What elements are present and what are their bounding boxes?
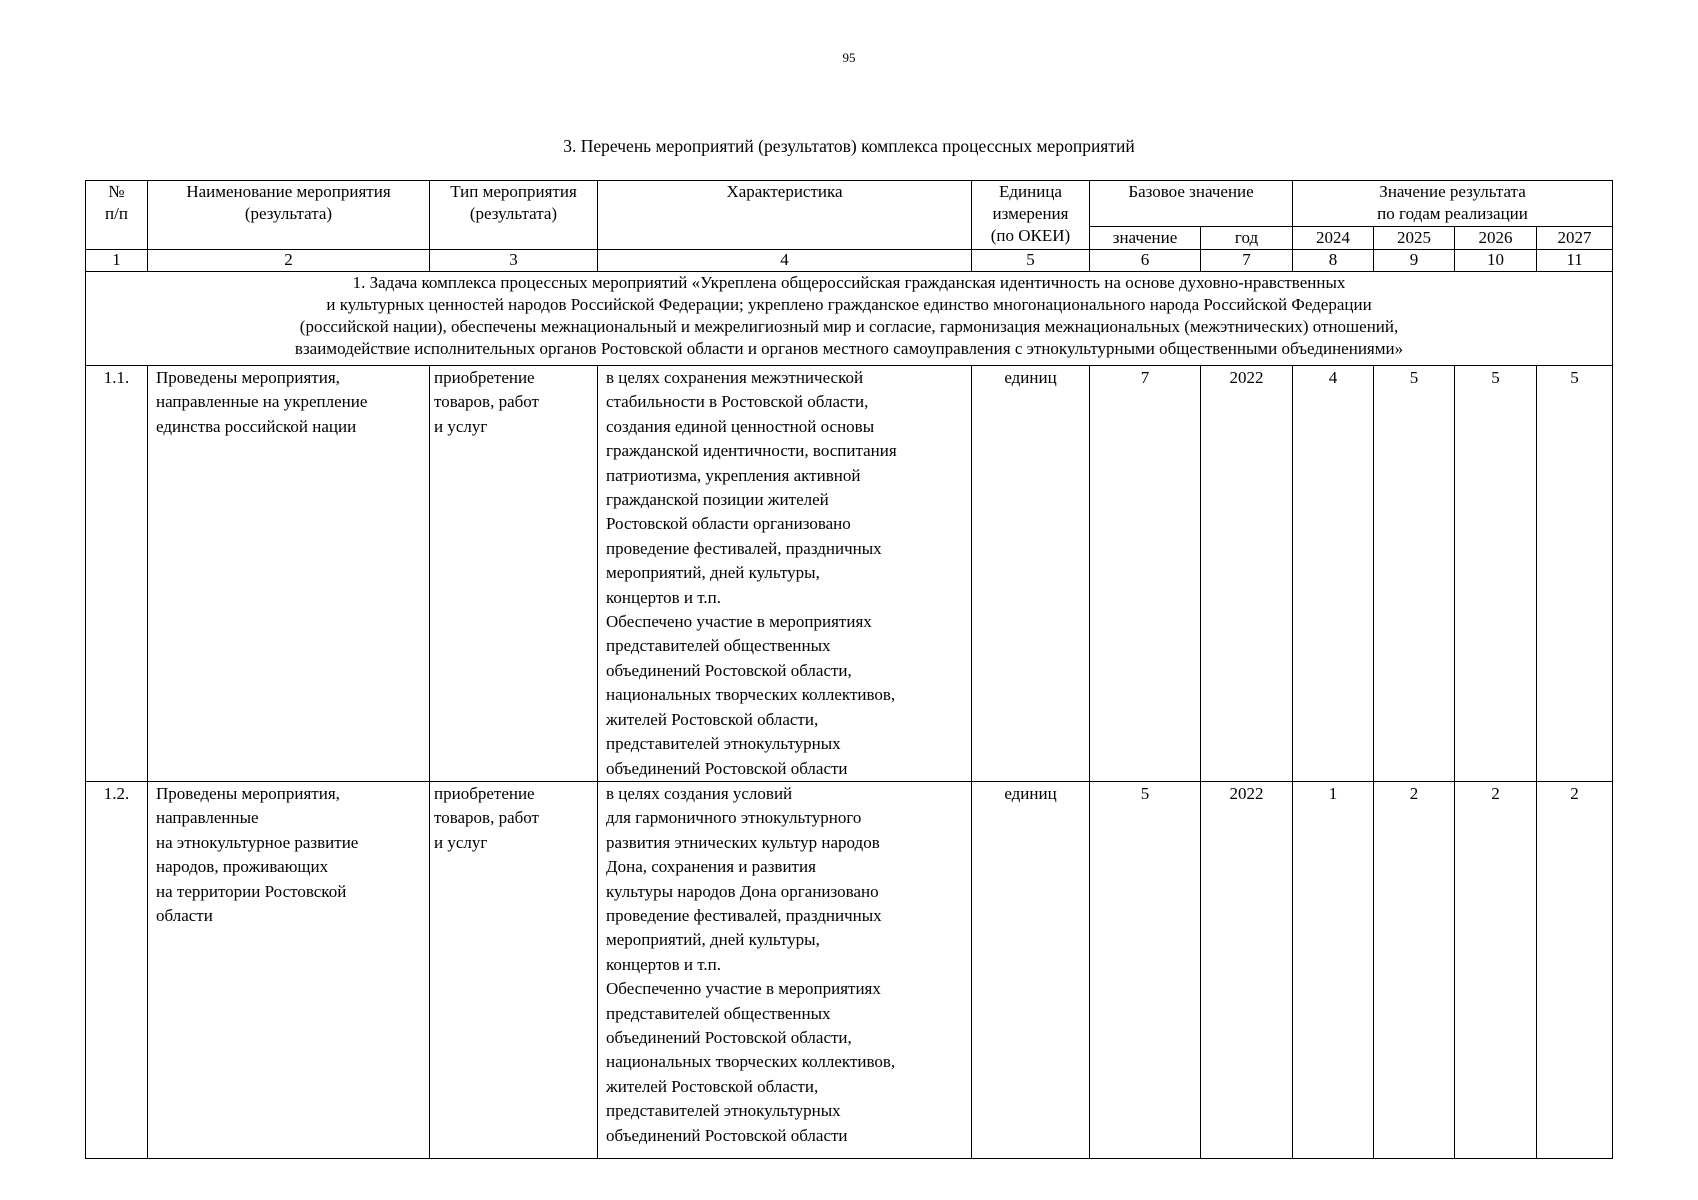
measures-table	[85, 180, 1613, 1159]
header-num: № п/п	[86, 181, 148, 250]
column-number: 3	[430, 250, 598, 272]
row-base-value: 5	[1090, 781, 1201, 1158]
header-year-2025: 2025	[1374, 227, 1455, 250]
task-description: 1. Задача комплекса процессных мероприятий «Укреплена общероссийская гражданская идентичность на основе духовно-нравственных и культурных ценностей народов Российской Федерации; укреплено гражданское единство многонационального народа Российской Федерации (российской нации), обеспечены межнациональный и межрелигиозный мир и согласие, гармонизация межнациональных (межэтнических) отношений, взаимодействие исполнительных органов Ростовской области и органов местного самоуправления с этнокультурными общественными объединениями»	[86, 272, 1613, 366]
column-number: 5	[972, 250, 1090, 272]
row-value-2027: 2	[1537, 781, 1613, 1158]
header-name: Наименование мероприятия (результата)	[148, 181, 430, 250]
table-row	[86, 781, 1613, 1158]
row-characteristic: в целях создания условий для гармоничного этнокультурного развития этнических культур народов Дона, сохранения и развития культуры народов Дона организовано проведение фестивалей, праздничных мероприятий, дней культуры, концертов и т.п. Обеспеченно участие в мероприятиях представителей общественных объединений Ростовской области, национальных творческих коллективов, жителей Ростовской области, представителей этнокультурных объединений Ростовской области	[598, 781, 972, 1158]
row-unit: единиц	[972, 781, 1090, 1158]
header-type: Тип мероприятия (результата)	[430, 181, 598, 250]
column-number: 7	[1201, 250, 1293, 272]
header-base-year: год	[1201, 227, 1293, 250]
column-number: 9	[1374, 250, 1455, 272]
column-number: 11	[1537, 250, 1613, 272]
column-number: 6	[1090, 250, 1201, 272]
header-characteristic: Характеристика	[598, 181, 972, 250]
row-value-2026: 5	[1455, 366, 1537, 782]
column-number: 4	[598, 250, 972, 272]
header-row-1	[86, 181, 1613, 227]
column-number-row	[86, 250, 1613, 272]
row-value-2024: 1	[1293, 781, 1374, 1158]
row-characteristic: в целях сохранения межэтнической стабильности в Ростовской области, создания единой ценностной основы гражданской идентичности, воспитания патриотизма, укрепления активной гражданской позиции жителей Ростовской области организовано проведение фестивалей, праздничных мероприятий, дней культуры, концертов и т.п. Обеспечено участие в мероприятиях представителей общественных объединений Ростовской области, национальных творческих коллективов, жителей Ростовской области, представителей этнокультурных объединений Ростовской области	[598, 366, 972, 782]
row-unit: единиц	[972, 366, 1090, 782]
header-result: Значение результата по годам реализации	[1293, 181, 1613, 227]
document-title: 3. Перечень мероприятий (результатов) комплекса процессных мероприятий	[563, 136, 1135, 156]
row-value-2026: 2	[1455, 781, 1537, 1158]
column-number: 2	[148, 250, 430, 272]
row-type: приобретение товаров, работ и услуг	[430, 781, 598, 1158]
row-value-2024: 4	[1293, 366, 1374, 782]
column-number: 1	[86, 250, 148, 272]
row-base-year: 2022	[1201, 366, 1293, 782]
row-name: Проведены мероприятия, направленные на укрепление единства российской нации	[148, 366, 430, 782]
column-number: 8	[1293, 250, 1374, 272]
row-number: 1.2.	[86, 781, 148, 1158]
row-value-2025: 5	[1374, 366, 1455, 782]
header-base: Базовое значение	[1090, 181, 1293, 227]
row-number: 1.1.	[86, 366, 148, 782]
row-name: Проведены мероприятия, направленные на этнокультурное развитие народов, проживающих на территории Ростовской области	[148, 781, 430, 1158]
table-row	[86, 366, 1613, 782]
row-value-2027: 5	[1537, 366, 1613, 782]
header-year-2024: 2024	[1293, 227, 1374, 250]
row-base-year: 2022	[1201, 781, 1293, 1158]
task-row	[86, 272, 1613, 366]
header-year-2026: 2026	[1455, 227, 1537, 250]
row-value-2025: 2	[1374, 781, 1455, 1158]
column-number: 10	[1455, 250, 1537, 272]
header-year-2027: 2027	[1537, 227, 1613, 250]
row-type: приобретение товаров, работ и услуг	[430, 366, 598, 782]
header-unit: Единица измерения (по ОКЕИ)	[972, 181, 1090, 250]
page-number: 95	[842, 50, 856, 65]
row-base-value: 7	[1090, 366, 1201, 782]
header-base-value: значение	[1090, 227, 1201, 250]
